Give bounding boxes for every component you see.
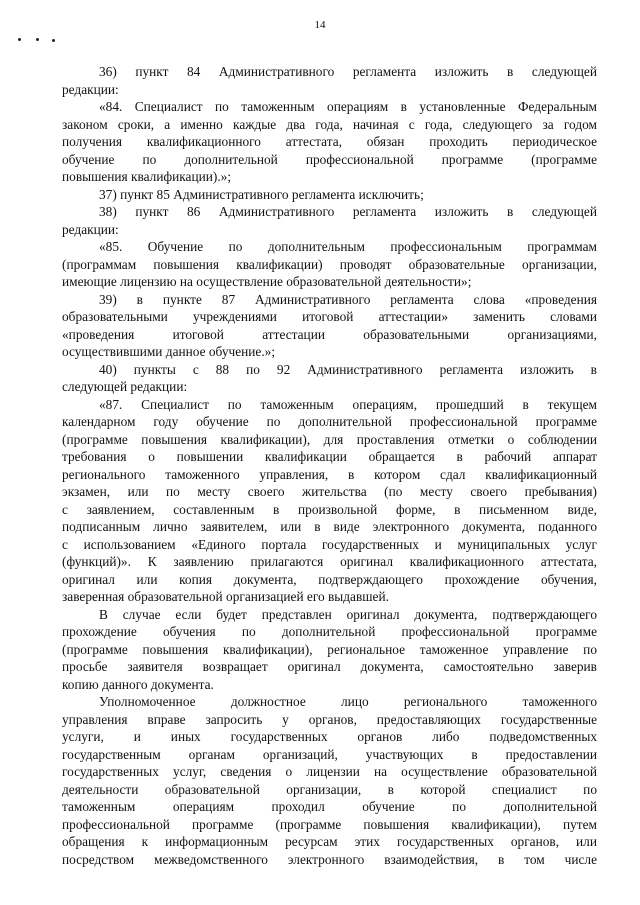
text-line: 38) пункт 86 Административного регламента изложить в следующей — [99, 204, 597, 219]
text-line: календарном году обучение по дополнительной профессиональной программе — [62, 414, 597, 429]
text-line: осуществившими данное обучение.»; — [62, 344, 276, 359]
text-line: подписанным лично заявителем, или в виде электронного документа, поданного — [62, 519, 597, 534]
text-line: «87. Специалист по таможенным операциям, прошедший в текущем — [99, 396, 597, 412]
text-line: «проведения итоговой аттестации образовательными организациями, — [62, 326, 597, 342]
text-line: управления вправе запросить у органов, предоставляющих государственные — [62, 711, 597, 727]
text-line: профессиональной программе (программе повышения квалификации), путем — [62, 816, 597, 832]
text-line: деятельности образовательной организации, в которой специалист по — [62, 781, 597, 797]
text-line: «84. Специалист по таможенным операциям в установленные Федеральным — [99, 99, 597, 114]
text-line: образовательными учреждениями итоговой аттестации» заменить словами — [62, 309, 597, 324]
text-line: обращения к информационным ресурсам этих государственных органов, или — [62, 834, 597, 849]
text-line: с заявлением, составленным в произвольной форме, в письменном виде, — [62, 501, 597, 517]
text-line: «85. Обучение по дополнительным профессиональным программам — [99, 239, 597, 254]
text-line: (программам повышения квалификации) проводят образовательные организации, — [62, 256, 597, 272]
text-line: государственных услуг, сведения о лицензии на осуществление образовательной — [62, 764, 597, 779]
text-line: следующей редакции: — [62, 379, 188, 394]
text-line: В случае если будет представлен оригинал документа, подтверждающего — [99, 606, 597, 622]
text-line: редакции: — [62, 81, 119, 97]
text-line: услуги, и иных государственных органов либо подведомственных — [62, 729, 597, 744]
text-line: (программе повышения квалификации), региональное таможенное управление по — [62, 641, 597, 657]
text-line: имеющие лицензию на осуществление образовательной деятельности»; — [62, 274, 472, 289]
text-line: оригинал или копия документа, подтверждающего прохождение обучения, — [62, 571, 597, 587]
scan-artifact-dots — [18, 30, 68, 44]
text-line: 36) пункт 84 Административного регламента изложить в следующей — [99, 64, 597, 79]
document-body — [62, 63, 597, 868]
text-line: получения квалификационного аттестата, обязан проходить периодическое — [62, 134, 597, 149]
text-line: прохождение обучения по дополнительной профессиональной программе — [62, 624, 597, 639]
text-line: редакции: — [62, 221, 119, 237]
text-line: требования о повышении квалификации обращается в рабочий аппарат — [62, 449, 597, 464]
text-line: 40) пункты с 88 по 92 Административного регламента изложить в — [99, 361, 597, 377]
text-line: 39) в пункте 87 Административного регламента слова «проведения — [99, 291, 597, 307]
text-line: таможенным операциям проходил обучение по дополнительной — [62, 799, 597, 814]
scan-dot — [52, 39, 55, 42]
text-line: копию данного документа. — [62, 676, 214, 692]
text-line: повышения квалификации).»; — [62, 169, 232, 184]
text-line: законом сроки, а именно каждые два года, начиная с года, следующего за годом — [62, 116, 597, 132]
text-line: обучение по дополнительной профессиональной программе (программе — [62, 151, 597, 167]
text-line: заверенная образовательной организацией его выдавшей. — [62, 589, 389, 604]
text-line: регионального таможенного управления, в котором сдал квалификационный — [62, 466, 597, 482]
scan-dot — [18, 38, 21, 41]
scan-dot — [36, 38, 39, 41]
text-line: с использованием «Единого портала государственных и муниципальных услуг — [62, 536, 597, 552]
text-line: 37) пункт 85 Административного регламента исключить; — [99, 186, 424, 202]
text-line: государственным органам организаций, участвующих в предоставлении — [62, 746, 597, 762]
text-line: посредством межведомственного электронного взаимодействия, в том числе — [62, 851, 597, 867]
text-line: экзамен, или по месту своего жительства (по месту своего пребывания) — [62, 484, 597, 499]
text-line: просьбе заявителя возвращает оригинал документа, самостоятельно заверив — [62, 659, 597, 674]
text-line: (функций)». К заявлению прилагаются оригинал квалификационного аттестата, — [62, 554, 597, 569]
text-line: Уполномоченное должностное лицо регионального таможенного — [99, 694, 597, 709]
text-line: (программе повышения квалификации), для проставления отметки о соблюдении — [62, 431, 597, 447]
page-number: 14 — [314, 19, 326, 31]
